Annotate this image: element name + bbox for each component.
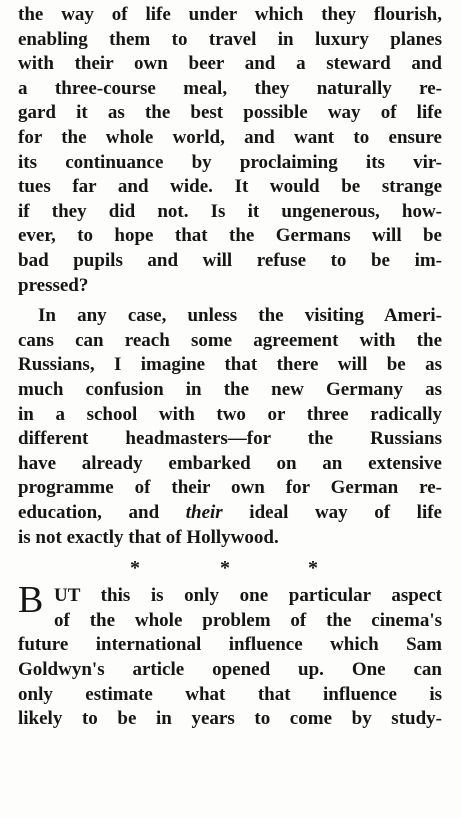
drop-cap: B — [18, 579, 44, 622]
text-line: likely to be in years to come by study- — [18, 708, 442, 730]
text-line: gard it as the best possible way of life — [18, 102, 442, 124]
text-line: is not exactly that of Hollywood. — [18, 526, 279, 548]
text-line: with their own beer and a steward and — [18, 53, 442, 75]
text-run: education, and — [18, 502, 160, 523]
separator-star: * — [130, 557, 140, 580]
text-line: cans can reach some agreement with the — [18, 329, 442, 351]
text-line: much confusion in the new Germany as — [18, 379, 442, 400]
text-line: pressed? — [18, 274, 89, 296]
text-line: its continuance by proclaiming its vir- — [18, 151, 442, 173]
text-line: of the whole problem of the cinema's — [54, 609, 442, 631]
italic-word: their — [185, 502, 223, 523]
text-line: if they did not. Is it ungenerous, how- — [18, 200, 442, 222]
text-line: programme of their own for German re- — [18, 477, 442, 499]
text-line: Goldwyn's article opened up. One can — [18, 659, 442, 680]
text-line: the way of life under which they flourish, — [18, 4, 442, 25]
text-line: a three-course meal, they naturally re- — [18, 77, 442, 99]
text-line-mixed — [18, 500, 442, 525]
text-line: only estimate what that influence is — [18, 683, 442, 705]
text-line: Russians, I imagine that there will be as — [18, 354, 442, 376]
text-line: ever, to hope that the Germans will be — [18, 225, 442, 247]
text-line: UT this is only one particular aspect — [54, 585, 442, 607]
text-line: bad pupils and will refuse to be im- — [18, 250, 442, 271]
separator-star: * — [220, 557, 230, 580]
text-line: In any case, unless the visiting Ameri- — [38, 305, 442, 327]
text-line: tues far and wide. It would be strange — [18, 176, 442, 198]
text-run: ideal way of life — [249, 502, 442, 523]
text-line: in a school with two or three radically — [18, 403, 442, 425]
text-line: enabling them to travel in luxury planes — [18, 28, 442, 50]
text-line: different headmasters—for the Russians — [18, 428, 442, 450]
text-line: for the whole world, and want to ensure — [18, 127, 442, 148]
separator-star: * — [308, 557, 318, 580]
text-line: have already embarked on an extensive — [18, 452, 442, 474]
text-line: future international influence which Sam — [18, 634, 442, 656]
